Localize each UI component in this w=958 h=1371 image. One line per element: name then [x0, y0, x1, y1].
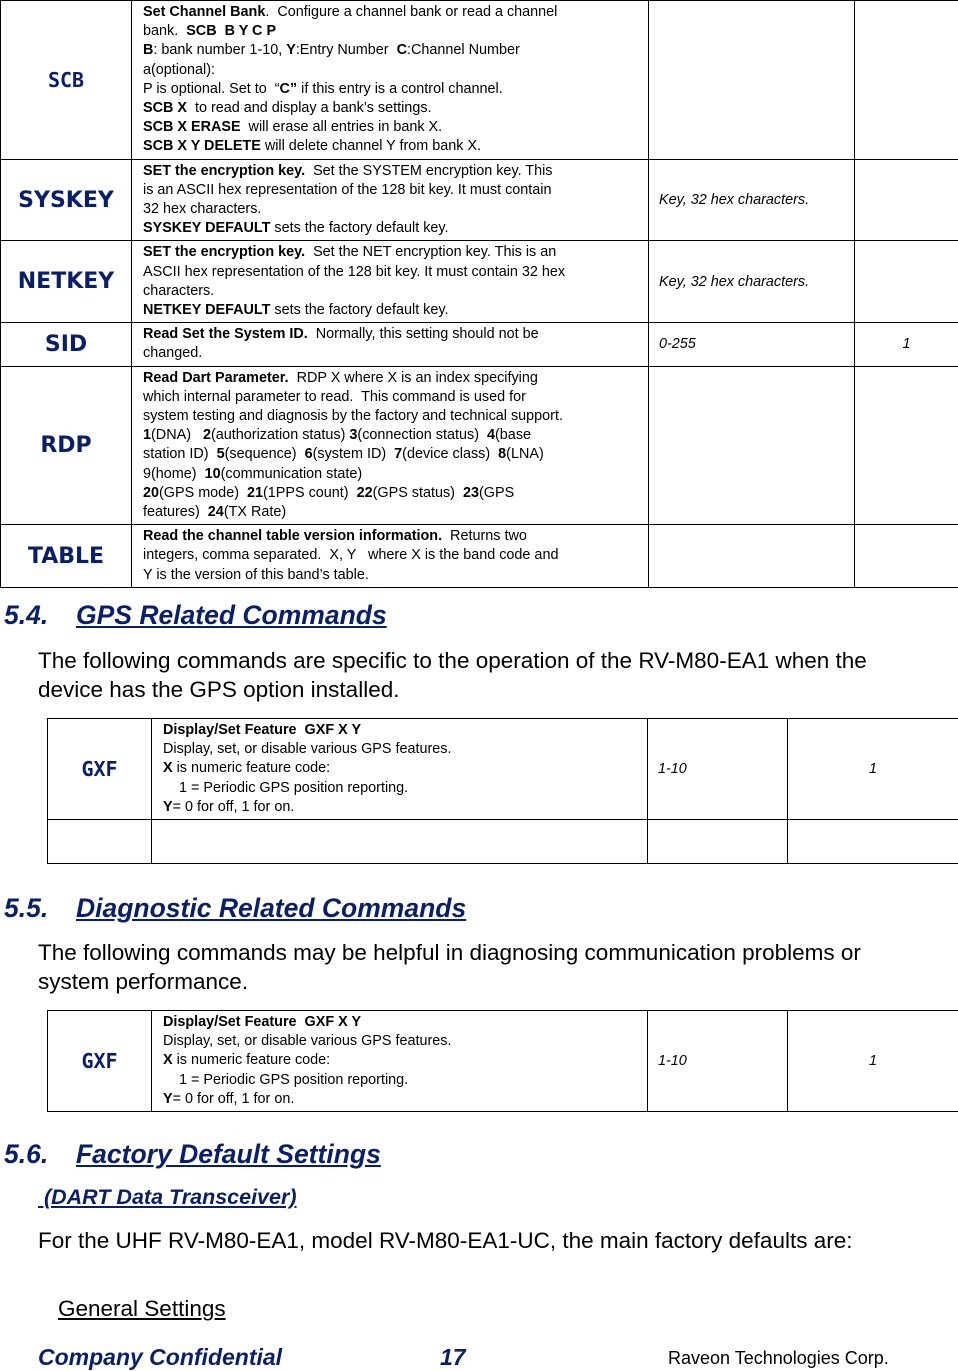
command-table-3	[47, 1010, 958, 1112]
command-table-2	[47, 718, 958, 864]
description-cell	[152, 719, 648, 820]
description-line: features) 24(TX Rate)	[143, 504, 287, 521]
default-cell	[855, 366, 958, 525]
section-heading-5-4	[4, 600, 387, 631]
description-cell	[132, 1, 649, 160]
description-line: Read the channel table version information. Returns two	[143, 528, 527, 545]
range-cell: Key, 32 hex characters.	[649, 159, 855, 241]
description-line: 1 = Periodic GPS position reporting.	[163, 779, 409, 796]
default-cell: 1	[788, 1011, 958, 1112]
section-heading-5-5	[4, 893, 466, 924]
table-row	[1, 159, 958, 241]
description-line: 9(home) 10(communication state)	[143, 465, 363, 482]
description-line: Y= 0 for off, 1 for on.	[163, 798, 295, 815]
command-cell	[48, 820, 152, 864]
table-row	[1, 1, 958, 160]
description-line: SET the encryption key. Set the SYSTEM encryption key. This	[143, 162, 553, 179]
description-line: Read Set the System ID. Normally, this setting should not be	[143, 326, 539, 343]
range-cell	[649, 525, 855, 588]
description-cell	[152, 820, 648, 864]
description-line: is an ASCII hex representation of the 128 bit key. It must contain	[143, 181, 552, 198]
default-cell	[855, 241, 958, 323]
description-line: Display/Set Feature GXF X Y	[163, 722, 362, 738]
description-line: integers, comma separated. X, Y where X is the band code and	[143, 547, 559, 564]
description-line: 1(DNA) 2(authorization status) 3(connection status) 4(base	[143, 427, 532, 444]
default-cell	[855, 159, 958, 241]
range-cell: 1-10	[648, 1011, 788, 1112]
description-line: B: bank number 1-10, Y:Entry Number C:Channel Number	[143, 42, 520, 59]
section-paragraph: The following commands are specific to the operation of the RV-M80-EA1 when the device has the GPS option installed.	[38, 648, 867, 702]
description-line: bank. SCB B Y C P	[143, 23, 277, 40]
description-line: SCB X ERASE will erase all entries in bank X.	[143, 119, 443, 136]
section-number: 5.5.	[4, 893, 49, 923]
description-line: Y= 0 for off, 1 for on.	[163, 1090, 295, 1107]
description-line: P is optional. Set to “C” if this entry is a control channel.	[143, 80, 503, 97]
description-line: Display, set, or disable various GPS features.	[163, 741, 452, 758]
command-cell: SCB	[1, 1, 132, 160]
table-row	[48, 1011, 958, 1112]
default-cell	[855, 525, 958, 588]
command-cell: NETKEY	[1, 241, 132, 323]
footer-company: Raveon Technologies Corp.	[668, 1348, 889, 1368]
description-line: NETKEY DEFAULT sets the factory default key.	[143, 302, 449, 319]
footer-page-number: 17	[440, 1344, 466, 1370]
description-line: which internal parameter to read. This command is used for	[143, 388, 526, 405]
description-cell	[132, 241, 649, 323]
command-cell: SYSKEY	[1, 159, 132, 241]
command-table-1	[0, 0, 958, 588]
command-cell: TABLE	[1, 525, 132, 588]
description-line: Read Dart Parameter. RDP X where X is an index specifying	[143, 369, 538, 386]
section-paragraph: The following commands may be helpful in diagnosing communication problems or system performance.	[38, 940, 861, 994]
section-title: GPS Related Commands	[76, 600, 387, 630]
description-line: Display/Set Feature GXF X Y	[163, 1014, 362, 1030]
footer-confidential: Company Confidential	[38, 1344, 283, 1370]
description-line: Y is the version of this band’s table.	[143, 566, 369, 583]
description-line: 20(GPS mode) 21(1PPS count) 22(GPS status) 23(GPS	[143, 484, 515, 501]
section-paragraph: For the UHF RV-M80-EA1, model RV-M80-EA1-UC, the main factory defaults are:	[38, 1228, 853, 1253]
description-cell	[132, 159, 649, 241]
description-line: SCB X to read and display a bank’s settings.	[143, 100, 432, 117]
command-cell: RDP	[1, 366, 132, 525]
command-cell: SID	[1, 323, 132, 366]
table-row	[48, 719, 958, 820]
description-line: changed.	[143, 345, 203, 362]
default-cell	[855, 1, 958, 160]
range-cell	[649, 366, 855, 525]
range-cell: 0-255	[649, 323, 855, 366]
command-cell: GXF	[48, 719, 152, 820]
command-cell: GXF	[48, 1011, 152, 1112]
description-line: a(optional):	[143, 61, 215, 78]
description-line: SET the encryption key. Set the NET encryption key. This is an	[143, 244, 557, 261]
range-cell: 1-10	[648, 719, 788, 820]
section-subtitle: (DART Data Transceiver)	[38, 1185, 297, 1209]
description-line: SCB X Y DELETE will delete channel Y from bank X.	[143, 138, 482, 155]
section-heading-5-6	[4, 1139, 381, 1170]
table-row	[48, 820, 958, 864]
description-cell	[152, 1011, 648, 1112]
general-settings-label: General Settings	[58, 1296, 226, 1321]
section-title: Factory Default Settings	[76, 1139, 381, 1169]
default-cell: 1	[788, 719, 958, 820]
section-number: 5.4.	[4, 600, 49, 630]
description-cell	[132, 323, 649, 366]
description-line: SYSKEY DEFAULT sets the factory default key.	[143, 220, 449, 237]
description-line: ASCII hex representation of the 128 bit key. It must contain 32 hex	[143, 263, 566, 280]
section-title: Diagnostic Related Commands	[76, 893, 467, 923]
description-line: X is numeric feature code:	[163, 760, 331, 777]
description-line: Set Channel Bank. Configure a channel bank or read a channel	[143, 4, 558, 20]
description-line: X is numeric feature code:	[163, 1052, 331, 1069]
description-line: Display, set, or disable various GPS features.	[163, 1033, 452, 1050]
table-row	[1, 525, 958, 588]
description-line: 32 hex characters.	[143, 201, 262, 218]
description-cell	[132, 366, 649, 525]
default-cell: 1	[855, 323, 958, 366]
table-row	[1, 241, 958, 323]
range-cell	[649, 1, 855, 160]
description-line: characters.	[143, 282, 215, 299]
description-line: station ID) 5(sequence) 6(system ID) 7(device class) 8(LNA)	[143, 446, 544, 463]
section-number: 5.6.	[4, 1139, 49, 1169]
range-cell: Key, 32 hex characters.	[649, 241, 855, 323]
default-cell	[788, 820, 958, 864]
table-row	[1, 323, 958, 366]
description-line: system testing and diagnosis by the factory and technical support.	[143, 408, 563, 425]
description-cell	[132, 525, 649, 588]
range-cell	[648, 820, 788, 864]
table-row	[1, 366, 958, 525]
description-line: 1 = Periodic GPS position reporting.	[163, 1071, 409, 1088]
